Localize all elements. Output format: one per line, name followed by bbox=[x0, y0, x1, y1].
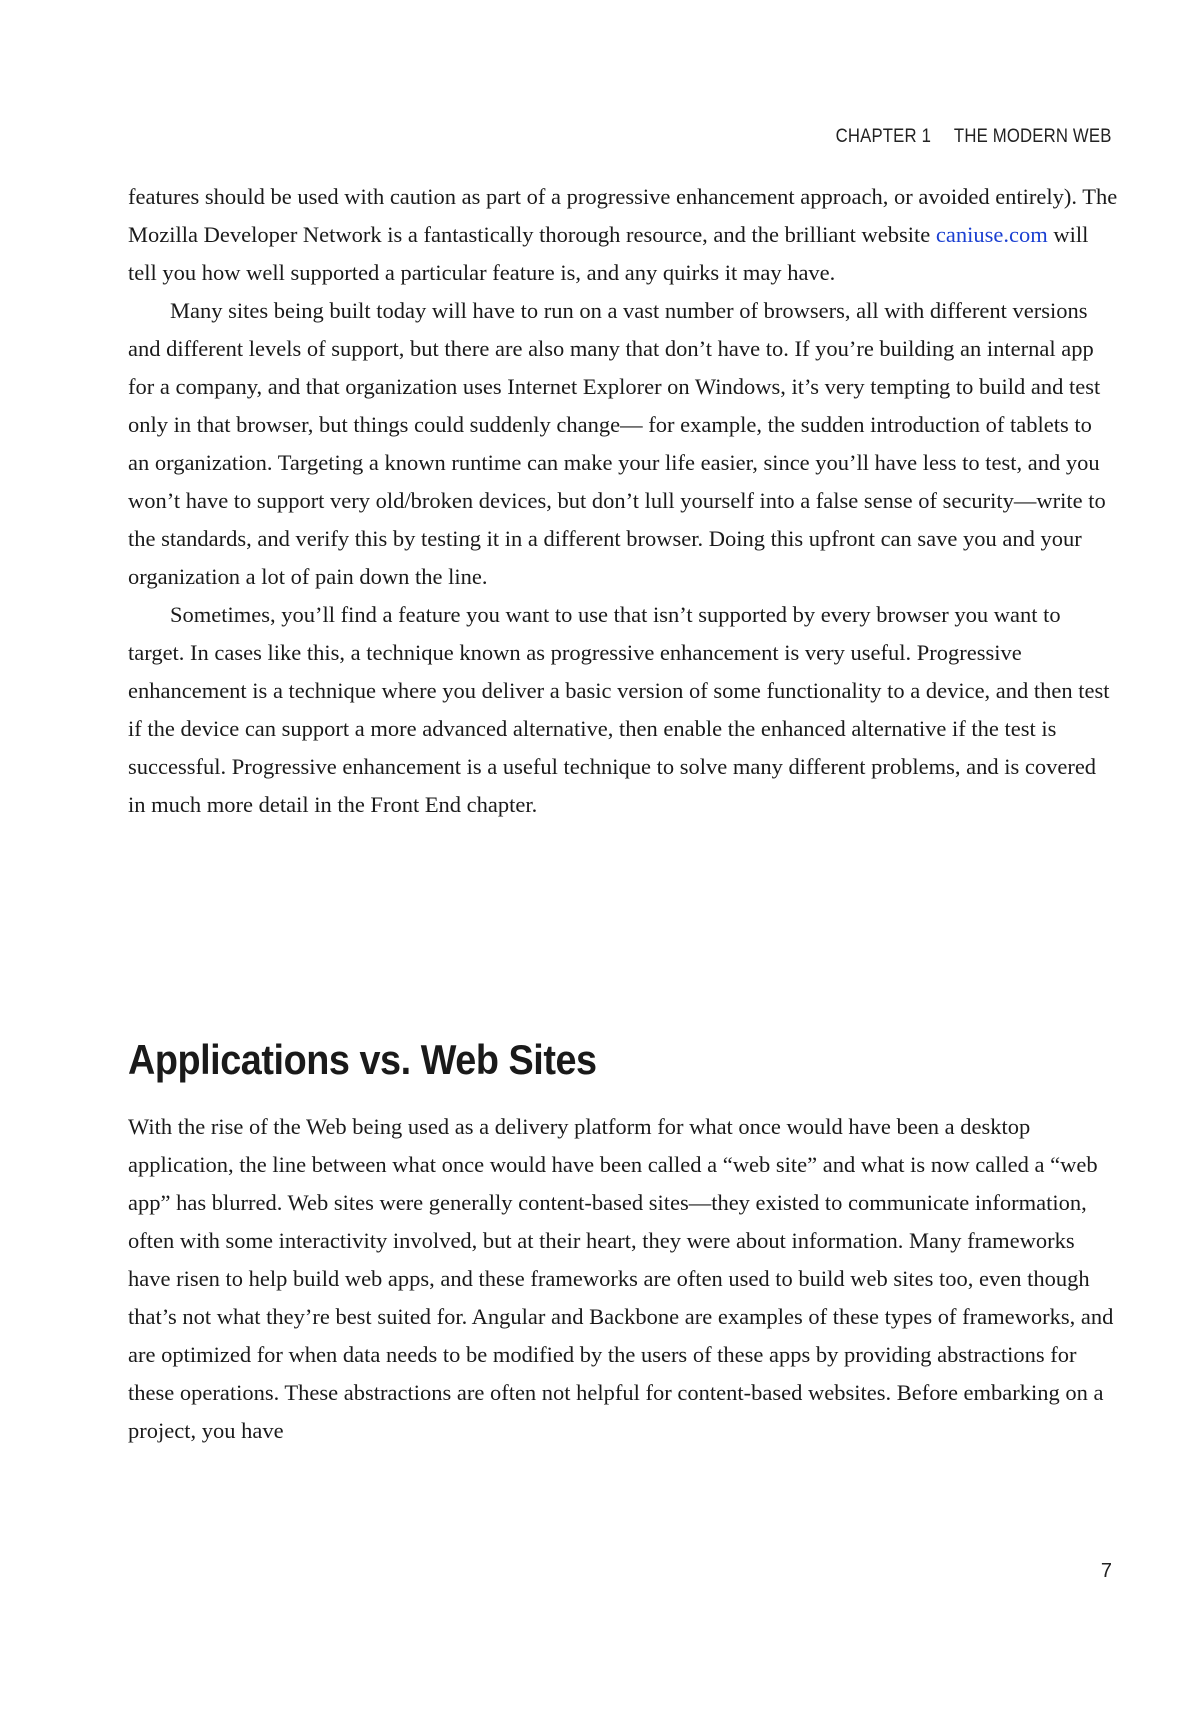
caniuse-link[interactable]: caniuse.com bbox=[935, 222, 1048, 247]
paragraph: With the rise of the Web being used as a delivery platform for what once would have been a desktop application, the line between what once would have been called a “web site” and what is now called a “web app” has blurred. Web sites were generally content-based sites—they existed to communicate information, often with some interactivity involved, but at their heart, they were about information. Many frameworks have risen to help build web apps, and these frameworks are often used to build web sites too, even though that’s not what they’re best suited for. Angular and Backbone are examples of these types of frameworks, and are optimized for when data needs to be modified by the users of these apps by providing abstractions for these operations. These abstractions are often not helpful for content-based websites. Before embarking on a project, you have bbox=[128, 1114, 1114, 1443]
chapter-title: THE MODERN WEB bbox=[954, 126, 1112, 147]
page-number: 7 bbox=[1100, 1560, 1112, 1582]
paragraph: Many sites being built today will have to run on a vast number of browsers, all with different versions and different levels of support, but there are also many that don’t have to. If you’re building an internal app for a company, and that organization uses Internet Explorer on Windows, it’s very tempting to build and test only in that browser, but things could suddenly change— for example, the sudden introduction of tablets to an organization. Targeting a known runtime can make your life easier, since you’ll have less to test, and you won’t have to support very old/broken devices, but don’t lull yourself into a false sense of security—write to the standards, and verify this by testing it in a different browser. Doing this upfront can save you and your organization a lot of pain down the line. bbox=[128, 298, 1106, 589]
section-body-1 bbox=[128, 178, 1118, 824]
paragraph-text: will tell you how well supported a particular feature is, and any quirks it may have. bbox=[128, 222, 1089, 285]
running-header bbox=[836, 126, 1112, 148]
paragraph bbox=[128, 178, 1118, 292]
paragraph-text: features should be used with caution as part of a progressive enhancement approach, or avoided entirely). The Mozilla Developer Network is a fantastically thorough resource, and the brilliant website bbox=[128, 184, 1118, 247]
section-heading: Applications vs. Web Sites bbox=[128, 1036, 597, 1083]
paragraph: Sometimes, you’ll find a feature you want to use that isn’t supported by every browser you want to target. In cases like this, a technique known as progressive enhancement is very useful. Progressive enhancement is a technique where you deliver a basic version of some functionality to a device, and then test if the device can support a more advanced alternative, then enable the enhanced alternative if the test is successful. Progressive enhancement is a useful technique to solve many different problems, and is covered in much more detail in the Front End chapter. bbox=[128, 602, 1110, 817]
chapter-label: CHAPTER 1 bbox=[836, 126, 932, 147]
section-body-2 bbox=[128, 1108, 1118, 1450]
